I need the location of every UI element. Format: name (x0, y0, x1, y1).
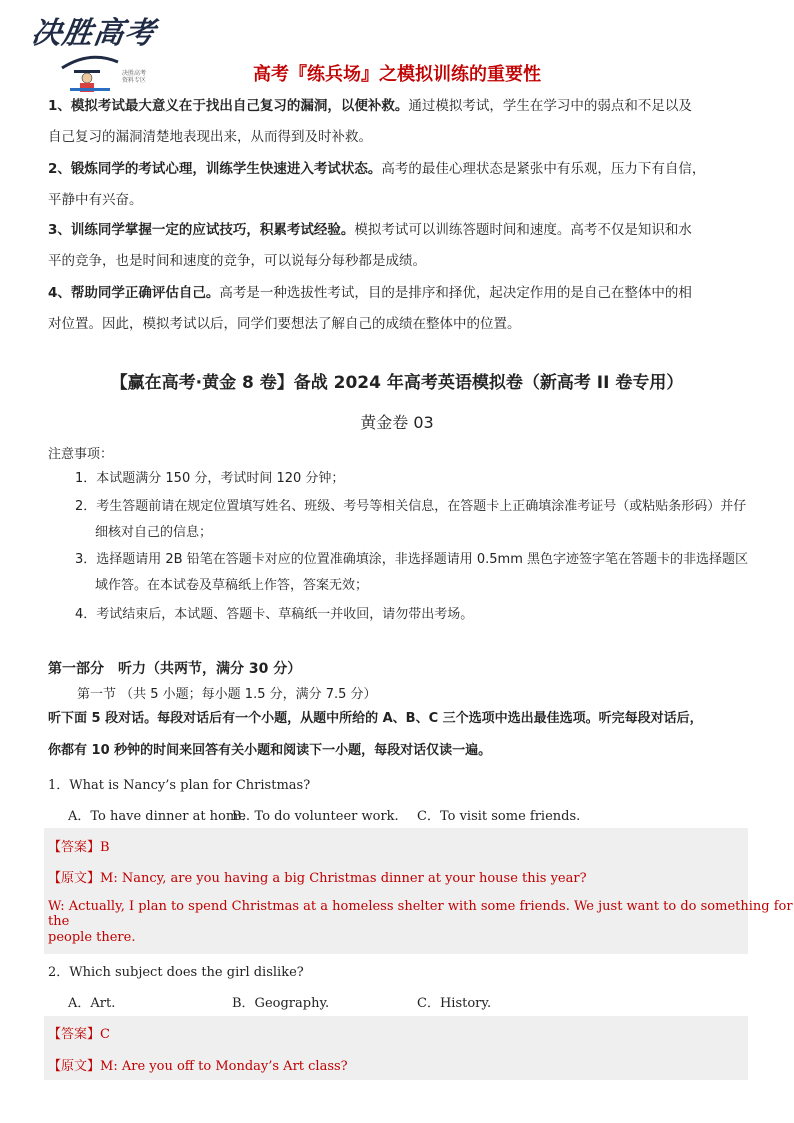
point-3: 3、训练同学掌握一定的应试技巧，积累考试经验。模拟考试可以训练答题时间和速度。高考不仅是知识和水 平的竞争，也是时间和速度的竞争，可以说每分每秒都是成绩。 (48, 222, 692, 269)
answer-line: 【答案】B (48, 840, 110, 855)
banner-title: 高考『练兵场』之模拟训练的重要性 (253, 64, 541, 85)
point-1: 1、模拟考试最大意义在于找出自己复习的漏洞，以便补救。通过模拟考试，学生在学习中的弱点和不足以及 自己复习的漏洞清楚地表现出来，从而得到及时补救。 (48, 98, 692, 145)
answer-block (44, 828, 748, 954)
question-stem: 2．Which subject does the girl dislike? (48, 965, 304, 980)
note-item: 1．本试题满分 150 分，考试时间 120 分钟； (75, 471, 345, 486)
transcript-line: people there. (48, 930, 136, 945)
transcript-line: W: Actually, I plan to spend Christmas at a homeless shelter with some friends. We just want to do something for the (48, 899, 793, 929)
transcript-line: 【原文】M: Nancy, are you having a big Christmas dinner at your house this year? (48, 871, 587, 886)
question-stem: 1．What is Nancy’s plan for Christmas? (48, 778, 311, 793)
instruction-line-1: 听下面 5 段对话。每段对话后有一个小题，从题中所给的 A、B、C 三个选项中选出最佳选项。听完每段对话后， (48, 711, 703, 726)
exam-subtitle: 黄金卷 03 (360, 413, 434, 432)
point-4: 4、帮助同学正确评估自己。高考是一种选拔性考试，目的是排序和择优，起决定作用的是自己在整体中的相 对位置。因此，模拟考试以后，同学们要想法了解自己的成绩在整体中的位置。 (48, 285, 692, 332)
notes-heading: 注意事项： (48, 447, 114, 462)
option-c: C．History. (417, 996, 492, 1011)
logo-subtext: 决胜高考 资料专区 (122, 70, 147, 84)
note-item: 2．考生答题前请在规定位置填写姓名、班级、考号等相关信息，在答题卡上正确填涂准考证号（或粘贴条形码）并仔细核对自己的信息； (75, 499, 747, 540)
answer-line: 【答案】C (48, 1027, 110, 1042)
option-b: B．To do volunteer work. (232, 809, 399, 824)
option-c: C．To visit some friends. (417, 809, 581, 824)
note-item: 3．选择题请用 2B 铅笔在答题卡对应的位置准确填涂，非选择题请用 0.5mm 黑色字迹签字笔在答题卡的非选择题区域作答。在本试卷及草稿纸上作答，答案无效； (75, 552, 748, 593)
section-heading: 第一节 （共 5 小题；每小题 1.5 分，满分 7.5 分） (77, 687, 377, 702)
note-item: 4．考试结束后，本试题、答题卡、草稿纸一并收回，请勿带出考场。 (75, 607, 474, 622)
point-2: 2、锻炼同学的考试心理，训练学生快速进入考试状态。高考的最佳心理状态是紧张中有乐观，压力下有自信， 平静中有兴奋。 (48, 161, 706, 208)
option-b: B．Geography. (232, 996, 330, 1011)
part-heading: 第一部分 听力（共两节，满分 30 分） (48, 661, 302, 677)
instruction-line-2: 你都有 10 秒钟的时间来回答有关小题和阅读下一小题，每段对话仅读一遍。 (48, 743, 492, 758)
logo-title: 决胜高考 (29, 16, 158, 51)
option-a: A．To have dinner at home. (68, 809, 251, 824)
option-a: A．Art. (68, 996, 116, 1011)
transcript-line: 【原文】M: Are you off to Monday’s Art class? (48, 1059, 348, 1074)
exam-title: 【赢在高考·黄金 8 卷】备战 2024 年高考英语模拟卷（新高考 II 卷专用） (110, 373, 684, 393)
